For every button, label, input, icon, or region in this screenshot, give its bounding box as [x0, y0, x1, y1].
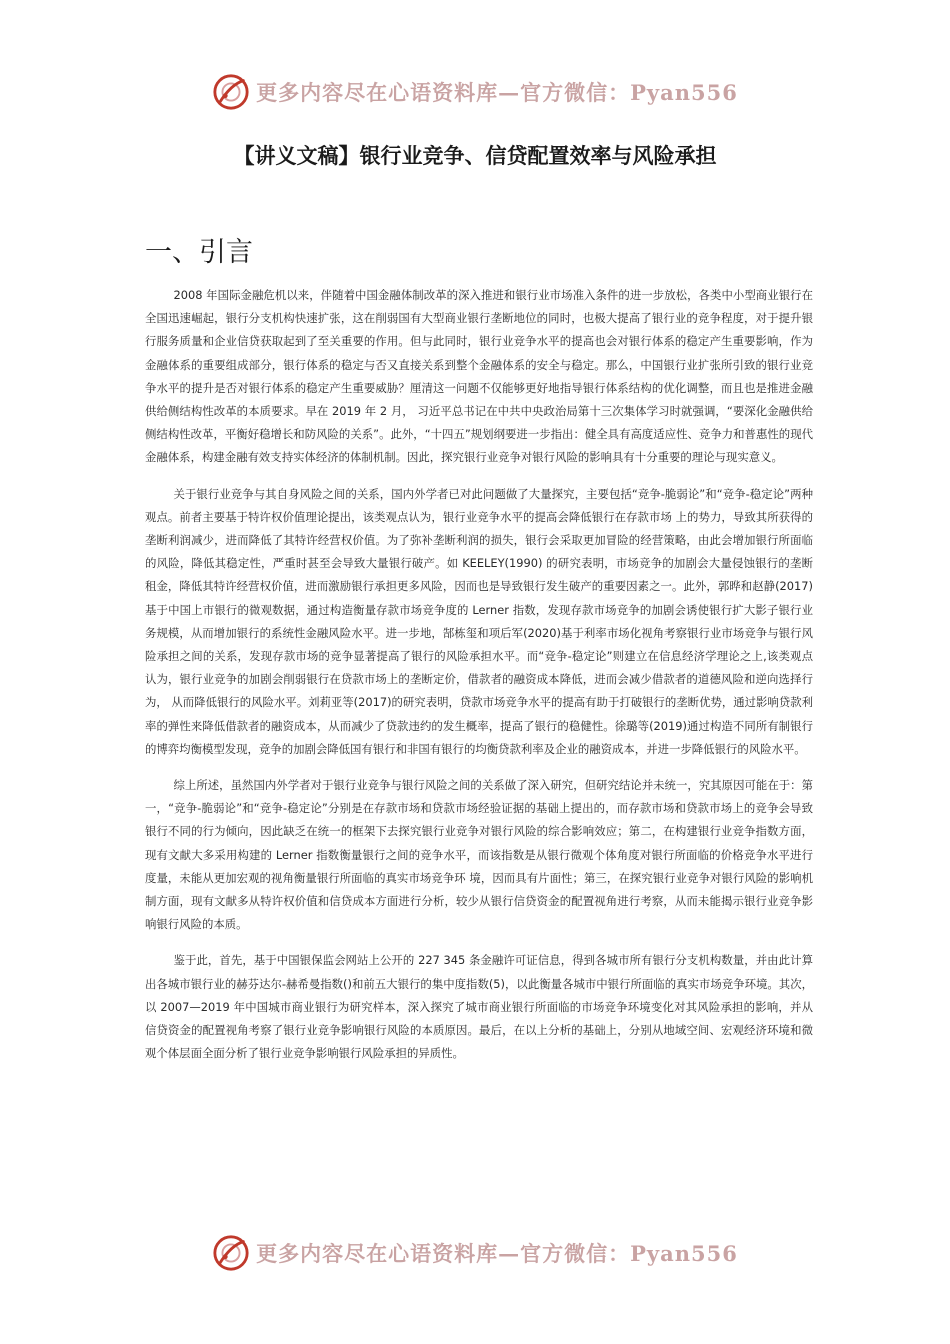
- footer-banner: [0, 1231, 950, 1275]
- paragraph-4: 鉴于此，首先，基于中国银保监会网站上公开的 227 345 条金融许可证信息，得到各城市所有银行分支机构数量，并由此计算出各城市银行业的赫芬达尔-赫希曼指数()和前五大银行的集中度指数(5)，以此衡量各城市中银行所面临的真实市场竞争环境。其次，以 2007—2019 年中国城市商业银行为研究样本，深入探究了城市商业银行所面临的市场竞争环境变化对其风险承担的影响，并从信贷资金的配置视角考察了银行业竞争影响银行风险的本质原因。最后，在以上分析的基础上，分别从地域空间、宏观经济环境和微观个体层面全面分析了银行业竞争影响银行风险承担的异质性。: [145, 953, 813, 1061]
- flower-logo-icon: [212, 1234, 250, 1272]
- paragraph-1: 2008 年国际金融危机以来，伴随着中国金融体制改革的深入推进和银行业市场准入条件的进一步放松，各类中小型商业银行在全国迅速崛起，银行分支机构快速扩张，这在削弱国有大型商业银行垄断地位的同时，也极大提高了银行业的竞争程度，对于提升银行服务质量和企业信贷获取起到了至关重要的作用。但与此同时，银行业竞争水平的提高也会对银行体系的稳定产生重要影响，作为金融体系的重要组成部分，银行体系的稳定与否又直接关系到整个金融体系的安全与稳定。那么，中国银行业扩张所引致的银行业竞争水平的提升是否对银行体系的稳定产生重要威胁？厘清这一问题不仅能够更好地指导银行体系结构的优化调整，而且也是推进金融供给侧结构性改革的本质要求。早在 2019 年 2 月， 习近平总书记在中共中央政治局第十三次集体学习时就强调，“要深化金融供给侧结构性改革，平衡好稳增长和防风险的关系”。此外，“十四五”规划纲要进一步指出：健全具有高度适应性、竞争力和普惠性的现代金融体系，构建金融有效支持实体经济的体制机制。因此，探究银行业竞争对银行风险的影响具有十分重要的理论与现实意义。: [145, 288, 813, 465]
- banner-text: 更多内容尽在心语资料库—官方微信：Pyan556: [256, 1241, 738, 1266]
- flower-logo-icon: [212, 73, 250, 111]
- body-text: [145, 284, 813, 1079]
- header-banner: [0, 70, 950, 114]
- document-title: 【讲义文稿】银行业竞争、信贷配置效率与风险承担: [233, 144, 717, 168]
- section-heading: 一、引言: [145, 237, 253, 268]
- banner-text: 更多内容尽在心语资料库—官方微信：Pyan556: [256, 80, 738, 105]
- paragraph-3: 综上所述，虽然国内外学者对于银行业竞争与银行风险之间的关系做了深入研究，但研究结论并未统一，究其原因可能在于：第一，“竞争-脆弱论”和“竞争-稳定论”分别是在存款市场和贷款市场经验证据的基础上提出的，而存款市场和贷款市场上的竞争会导致银行不同的行为倾向，因此缺乏在统一的框架下去探究银行业竞争对银行风险的综合影响效应；第二，在构建银行业竞争指数方面，现有文献大多采用构建的 Lerner 指数衡量银行之间的竞争水平，而该指数是从银行微观个体角度对银行所面临的价格竞争水平进行度量，未能从更加宏观的视角衡量银行所面临的真实市场竞争环 境，因而具有片面性；第三，在探究银行业竞争对银行风险的影响机制方面，现有文献多从特许权价值和信贷成本方面进行分析，较少从银行信贷资金的配置视角进行考察，从而未能揭示银行业竞争影响银行风险的本质。: [145, 778, 813, 932]
- paragraph-2: 关于银行业竞争与其自身风险之间的关系，国内外学者已对此问题做了大量探究，主要包括“竞争-脆弱论”和“竞争-稳定论”两种观点。前者主要基于特许权价值理论提出，该类观点认为，银行业竞争水平的提高会降低银行在存款市场 上的势力，导致其所获得的垄断利润减少，进而降低了其特许经营权价值。为了弥补垄断利润的损失，银行会采取更加冒险的经营策略，由此会增加银行所面临的风险，降低其稳定性，严重时甚至会导致大量银行破产。如 KEELEY(1990) 的研究表明，市场竞争的加剧会大量侵蚀银行的垄断租金，降低其特许经营权价值，进而激励银行承担更多风险，因而也是导致银行发生破产的重要因素之一。此外，郭晔和赵静(2017)基于中国上市银行的微观数据，通过构造衡量存款市场竞争度的 Lerner 指数，发现存款市场竞争的加剧会诱使银行扩大影子银行业务规模，从而增加银行的系统性金融风险水平。进一步地，郜栋玺和项后军(2020)基于利率市场化视角考察银行业市场竞争与银行风险承担之间的关系，发现存款市场的竞争显著提高了银行的风险承担水平。而“竞争-稳定论”则建立在信息经济学理论之上,该类观点认为，银行业竞争的加剧会削弱银行在贷款市场上的垄断定价，借款者的融资成本降低，进而会减少借款者的道德风险和逆向选择行为， 从而降低银行的风险水平。刘莉亚等(2017)的研究表明，贷款市场竞争水平的提高有助于打破银行的垄断优势，通过影响贷款利率的弹性来降低借款者的融资成本，从而减少了贷款违约的发生概率，提高了银行的稳健性。徐璐等(2019)通过构造不同所有制银行的博弈均衡模型发现，竞争的加剧会降低国有银行和非国有银行的均衡贷款利率及企业的融资成本，并进一步降低银行的风险水平。: [145, 486, 814, 756]
